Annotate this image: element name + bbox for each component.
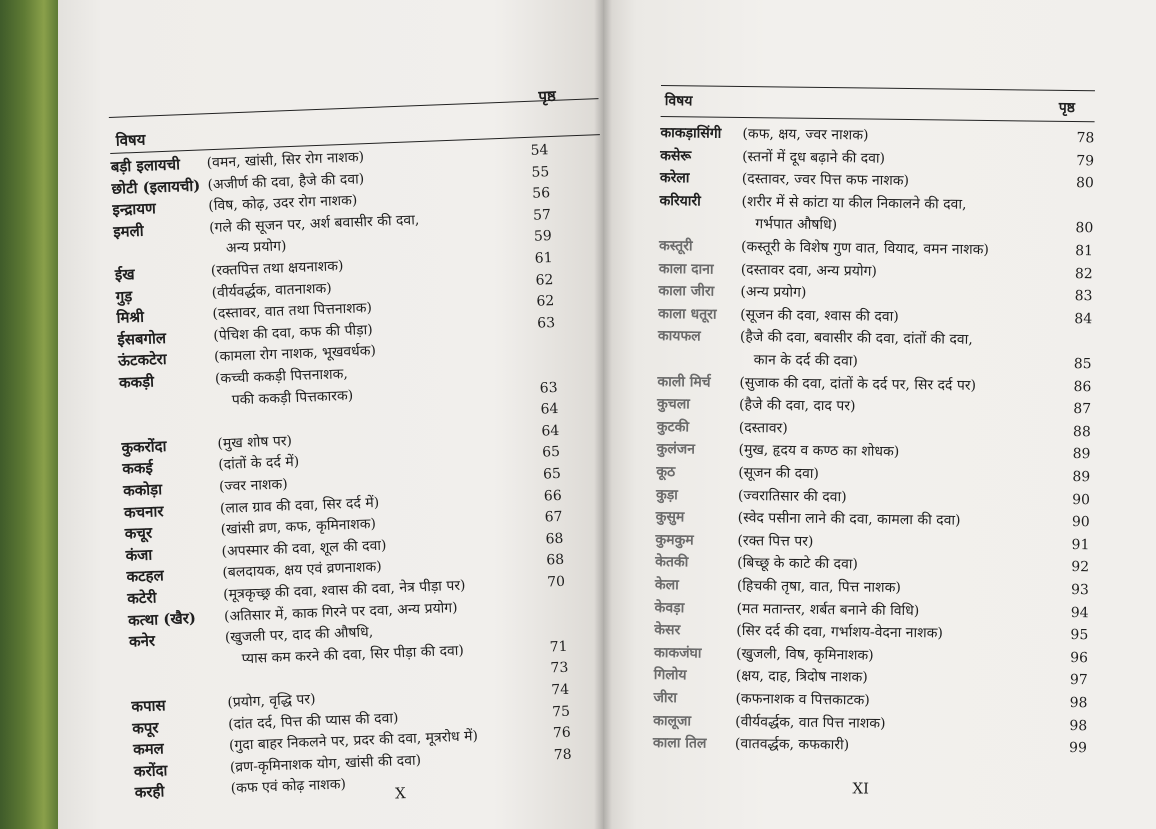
entry-subject: केसर xyxy=(654,622,681,639)
right-header-rule-top xyxy=(661,85,1095,91)
left-page xyxy=(58,0,603,829)
entry-page-number: 80 xyxy=(1075,175,1094,192)
right-entry-row xyxy=(654,598,1095,621)
entry-page-number: 92 xyxy=(1071,559,1090,576)
entry-description: (वमन, खांसी, सिर रोग नाशक) xyxy=(206,149,365,172)
entry-description: (हैजे की दवा, बवासीर की दवा, दांतों की दवा, xyxy=(739,329,973,349)
entry-subject: जीरा xyxy=(653,689,677,707)
entry-description: (पेचिश की दवा, कफ की पीड़ा) xyxy=(213,321,373,344)
entry-subject: ककड़ी xyxy=(118,372,155,392)
entry-subject: कालूजा xyxy=(653,712,692,730)
entry-subject: ककोड़ा xyxy=(122,480,163,500)
right-page xyxy=(603,0,1156,829)
entry-description: (खुजली पर, दाद की औषधि, xyxy=(224,624,374,647)
entry-subject: कुचला xyxy=(657,396,690,413)
entry-subject: बड़ी इलायची xyxy=(110,155,181,176)
left-entry-row xyxy=(115,267,615,306)
entry-page-number: 81 xyxy=(1075,243,1094,260)
entry-description: (सूजन की दवा) xyxy=(738,464,820,482)
right-page-content xyxy=(652,85,1101,810)
entry-description: (अपस्मार की दवा, शूल की दवा) xyxy=(221,537,387,560)
entry-description: (सिर दर्द की दवा, गर्भाशय-वेदना नाशक) xyxy=(736,623,943,642)
right-entry-row xyxy=(656,417,1097,441)
right-entry-row xyxy=(655,507,1096,531)
entry-page-number: 75 xyxy=(551,703,571,720)
right-entry-row xyxy=(658,349,1098,373)
entry-subject: कनेर xyxy=(128,631,156,651)
entry-description: (दांत दर्द, पित्त की प्यास की दवा) xyxy=(227,709,399,733)
entry-page-number: 91 xyxy=(1071,536,1090,554)
entry-subject: केवड़ा xyxy=(654,599,685,616)
entry-page-number: 67 xyxy=(544,509,563,526)
entry-page-number: 87 xyxy=(1073,401,1092,418)
entry-description: (ज्वर नाशक) xyxy=(218,476,288,496)
entry-subject: करेला xyxy=(659,170,690,187)
entry-subject: इमली xyxy=(112,221,144,241)
entry-page-number: 89 xyxy=(1072,446,1091,463)
entry-subject: कपास xyxy=(131,696,166,716)
entry-description: (ज्वरातिसार की दवा) xyxy=(737,487,847,505)
entry-page-number: 94 xyxy=(1070,604,1089,621)
entry-description: (दस्तावर दवा, अन्य प्रयोग) xyxy=(740,261,877,280)
entry-description: (कफ एवं कोढ़ नाशक) xyxy=(230,776,347,798)
entry-subject: काला दाना xyxy=(658,260,714,278)
right-header-subject: विषय xyxy=(664,93,693,110)
right-entry-row xyxy=(652,733,1093,757)
right-entry-row xyxy=(656,439,1097,463)
entry-page-number: 59 xyxy=(533,228,553,246)
entry-description: (खुजली, विष, कृमिनाशक) xyxy=(735,645,874,664)
entry-description: (दांतों के दर्द में) xyxy=(217,454,300,474)
entry-page-number: 78 xyxy=(1076,130,1095,147)
entry-subject: करोंदा xyxy=(133,761,168,781)
entry-page-number: 62 xyxy=(535,271,554,289)
entry-subject: काला धतूरा xyxy=(658,305,717,323)
entry-description: अन्य प्रयोग) xyxy=(225,238,287,257)
entry-subject: काला तिल xyxy=(652,735,707,752)
right-entry-row xyxy=(659,213,1099,237)
entry-subject: ककई xyxy=(122,458,154,479)
right-entry-row xyxy=(658,281,1099,305)
entry-page-number: 76 xyxy=(552,724,572,742)
entry-subject: ईख xyxy=(114,265,135,284)
entry-description: (वीर्यवर्द्धक, वात पित्त नाशक) xyxy=(735,713,886,732)
header-rule-top xyxy=(109,98,599,118)
left-entry-row xyxy=(120,375,620,409)
right-entry-row xyxy=(657,372,1097,395)
entry-page-number: 71 xyxy=(549,638,568,656)
entry-subject: कपूर xyxy=(131,718,159,738)
entry-page-number: 63 xyxy=(536,314,556,332)
entry-subject: कसेरू xyxy=(660,147,692,164)
entry-page-number: 83 xyxy=(1074,288,1093,305)
entry-page-number: 86 xyxy=(1073,378,1092,395)
right-entry-row xyxy=(653,688,1094,712)
entry-description: (क्षय, दाह, त्रिदोष नाशक) xyxy=(735,668,868,686)
entry-description: (लाल ग्राव की दवा, सिर दर्द में) xyxy=(219,494,380,517)
left-header-page: पृष्ठ xyxy=(538,86,557,106)
entry-subject: कमल xyxy=(132,739,165,759)
entry-subject: कुकरोंदा xyxy=(121,436,167,457)
entry-description: (रक्तपित्त तथा क्षयनाशक) xyxy=(210,258,344,280)
entry-subject: कस्तूरी xyxy=(658,237,693,255)
entry-description: पकी ककड़ी पित्तकारक) xyxy=(231,387,354,409)
right-entry-row xyxy=(653,665,1094,689)
entry-page-number: 65 xyxy=(541,444,561,461)
entry-subject: काला जीरा xyxy=(658,283,715,300)
entry-subject: मिश्री xyxy=(116,307,145,328)
entry-description: (मत मतान्तर, शर्बत बनाने की विधि) xyxy=(736,600,920,619)
entry-page-number: 56 xyxy=(531,185,551,202)
right-entry-row xyxy=(657,394,1097,418)
entry-description: (अन्य प्रयोग) xyxy=(740,284,807,301)
entry-page-number: 82 xyxy=(1074,265,1093,282)
entry-page-number: 78 xyxy=(553,746,572,764)
entry-page-number: 99 xyxy=(1069,740,1088,757)
entry-subject: ईसबगोल xyxy=(117,328,167,349)
entry-subject: कटहल xyxy=(126,566,165,587)
entry-page-number: 90 xyxy=(1071,514,1090,531)
entry-description: (दस्तावर, ज्वर पित्त कफ नाशक) xyxy=(741,171,910,190)
entry-page-number: 98 xyxy=(1069,717,1088,734)
entry-subject: कुलंजन xyxy=(656,441,696,458)
entry-page-number: 98 xyxy=(1069,695,1088,712)
right-entry-row xyxy=(659,191,1100,213)
entry-page-number: 79 xyxy=(1076,152,1095,169)
entry-subject: कुड़ा xyxy=(655,486,678,503)
entry-description: (अतिसार में, काक गिरने पर दवा, अन्य प्रयोग) xyxy=(223,599,458,625)
entry-page-number: 74 xyxy=(551,681,570,699)
entry-description: (सूजन की दवा, श्वास की दवा) xyxy=(740,306,899,325)
entry-description: (हैजे की दवा, दाद पर) xyxy=(738,397,856,415)
entry-subject: कूठ xyxy=(656,463,676,481)
entry-subject: कुमकुम xyxy=(655,531,694,549)
entry-description: (विष, कोढ़, उदर रोग नाशक) xyxy=(208,192,358,215)
entry-description: (वीर्यवर्द्धक, वातनाशक) xyxy=(211,280,333,301)
entry-page-number: 70 xyxy=(546,573,566,591)
entry-description: (मुख, हृदय व कण्ठ का शोधक) xyxy=(738,442,900,461)
entry-description: (मूत्रकृच्छ्र की दवा, श्वास की दवा, नेत्र पीड़ा पर) xyxy=(222,577,466,603)
entry-description: (बलदायक, क्षय एवं व्रणनाशक) xyxy=(222,559,383,582)
entry-page-number: 64 xyxy=(541,422,560,440)
entry-page-number xyxy=(535,593,565,594)
entry-subject: करही xyxy=(134,782,165,802)
entry-description: (व्रण-कृमिनाशक योग, खांसी की दवा) xyxy=(229,752,422,776)
entry-page-number: 68 xyxy=(545,530,564,548)
entry-description: (दस्तावर, वात तथा पित्तनाशक) xyxy=(212,300,373,323)
entry-subject: गिलोय xyxy=(653,667,687,684)
entry-page-number xyxy=(526,356,556,357)
right-entry-row xyxy=(658,236,1099,260)
entry-subject: केला xyxy=(654,576,679,594)
entry-subject: कत्था (खैर) xyxy=(127,608,197,630)
entry-description: (कामला रोग नाशक, भूखवर्धक) xyxy=(213,343,377,366)
left-header-subject: विषय xyxy=(115,130,146,150)
entry-subject: काली मिर्च xyxy=(657,373,711,391)
entry-description: (स्वेद पसीना लाने की दवा, कामला की दवा) xyxy=(737,510,961,529)
entry-page-number: 61 xyxy=(534,250,553,267)
right-entry-row xyxy=(659,168,1100,192)
entry-subject: कुटकी xyxy=(656,418,690,436)
entry-description: गर्भपात औषधि) xyxy=(755,216,838,234)
entry-page-number: 84 xyxy=(1074,310,1093,328)
right-entry-row xyxy=(660,146,1100,169)
entry-description: (हिचकी तृषा, वात, पित्त नाशक) xyxy=(736,577,901,596)
entry-description: (कस्तूरी के विशेष गुण वात, वियाद, वमन नाशक) xyxy=(740,238,989,259)
entry-page-number: 54 xyxy=(530,142,549,159)
right-entry-row xyxy=(655,530,1096,554)
entry-page-number: 62 xyxy=(536,293,555,310)
entry-subject: इन्द्रायण xyxy=(112,199,157,220)
entry-page-number xyxy=(536,615,566,616)
entry-page-number: 63 xyxy=(539,379,558,397)
entry-page-number: 90 xyxy=(1072,491,1091,508)
right-entry-row xyxy=(656,462,1096,486)
entry-description: (प्रयोग, वृद्धि पर) xyxy=(227,691,316,711)
right-entry-row xyxy=(657,326,1098,349)
entry-description: प्यास कम करने की दवा, सिर पीड़ा की दवा) xyxy=(241,642,465,668)
entry-subject: काकजंघा xyxy=(653,644,702,662)
right-entry-row xyxy=(653,711,1093,734)
entry-page-number: 89 xyxy=(1072,469,1091,486)
right-entry-row xyxy=(654,620,1094,644)
entry-subject: गुड़ xyxy=(115,286,133,306)
entry-subject: कुसुम xyxy=(655,509,685,526)
right-entry-row xyxy=(653,643,1094,667)
entry-page-number: 55 xyxy=(531,163,550,181)
entry-subject: ऊंटकटेरा xyxy=(117,350,167,371)
left-page-content xyxy=(108,76,635,815)
entry-description: (कच्ची ककड़ी पित्तनाशक, xyxy=(214,366,349,388)
entry-description: (गुदा बाहर निकलने पर, प्रदर की दवा, मूत्ररोध में) xyxy=(228,728,479,755)
entry-page-number: 88 xyxy=(1072,423,1091,441)
right-entry-row xyxy=(658,304,1098,328)
entry-page-number xyxy=(542,766,572,767)
entry-description: (रक्त पित्त पर) xyxy=(737,532,814,550)
entry-page-number: 66 xyxy=(543,487,563,505)
entry-description: (कफनाशक व पित्तकाटक) xyxy=(735,690,870,709)
entry-subject: छोटी (इलायची) xyxy=(111,176,201,198)
entry-page-number: 85 xyxy=(1073,356,1092,373)
entry-description: (अजीर्ण की दवा, हैजे की दवा) xyxy=(207,170,365,193)
entry-description: (कफ, क्षय, ज्वर नाशक) xyxy=(742,125,869,144)
entry-description: (सुजाक की दवा, दांतों के दर्द पर, सिर दर्द पर) xyxy=(739,374,977,394)
entry-subject: करियारी xyxy=(659,192,701,210)
book-gutter xyxy=(594,0,612,829)
right-entry-row xyxy=(660,123,1101,147)
entry-page-number: 68 xyxy=(546,552,565,569)
left-entry-row xyxy=(122,440,622,479)
entry-description: (शरीर में से कांटा या कील निकालने की दवा, xyxy=(741,193,967,213)
right-entry-row xyxy=(654,575,1095,599)
entry-subject: कचूर xyxy=(124,523,153,543)
entry-description: (स्तनों में दूध बढ़ाने की दवा) xyxy=(742,148,886,167)
left-entry-row xyxy=(129,634,629,668)
right-page-number: XI xyxy=(852,779,870,798)
entry-subject: कचनार xyxy=(123,501,164,522)
left-entry-row xyxy=(120,397,620,416)
entry-page-number xyxy=(526,334,556,335)
entry-page-number: 96 xyxy=(1070,649,1089,667)
entry-description: कान के दर्द की दवा) xyxy=(753,352,859,370)
entry-description: (मुख शोष पर) xyxy=(217,432,293,452)
left-page-number: X xyxy=(394,784,407,803)
entry-page-number: 57 xyxy=(532,206,552,224)
entry-page-number: 97 xyxy=(1069,672,1088,689)
entry-page-number: 73 xyxy=(550,660,569,677)
entry-page-number: 80 xyxy=(1075,220,1094,237)
right-entry-row xyxy=(655,552,1095,576)
entry-description: (खांसी व्रण, कफ, कृमिनाशक) xyxy=(220,516,377,539)
entry-subject: कंजा xyxy=(125,545,153,565)
entry-page-number: 95 xyxy=(1070,627,1089,644)
entry-subject: केतकी xyxy=(655,554,689,571)
right-header-page: पृष्ठ xyxy=(1058,99,1076,117)
entry-page-number: 65 xyxy=(542,465,562,483)
entry-description: (वातवर्द्धक, कफकारी) xyxy=(734,736,850,754)
entry-page-number: 64 xyxy=(540,401,559,418)
right-entry-row xyxy=(655,485,1096,508)
right-entry-row xyxy=(658,259,1099,282)
entry-subject: काकड़ासिंगी xyxy=(660,124,722,142)
entry-description: (बिच्छू के काटे की दवा) xyxy=(737,555,858,573)
entry-description: (दस्तावर) xyxy=(738,419,788,437)
entry-description: (गले की सूजन पर, अर्श बवासीर की दवा, xyxy=(208,211,420,237)
right-header-rule-bottom xyxy=(661,116,1095,122)
entry-subject: कायफल xyxy=(657,328,701,345)
entry-subject: कटेरी xyxy=(127,588,157,608)
entry-page-number: 93 xyxy=(1070,582,1089,599)
